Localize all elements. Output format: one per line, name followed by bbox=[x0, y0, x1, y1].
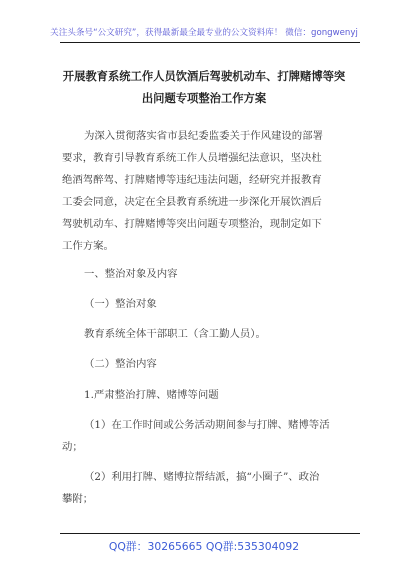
subsection-heading-1: （一）整治对象 bbox=[84, 298, 157, 310]
intro-line-6: 工作方案。 bbox=[62, 240, 114, 252]
intro-line-3: 绝酒驾醉驾、打牌赌博等违纪违法问题，经研究并报教育 bbox=[62, 174, 322, 186]
section-heading-1: 一、整治对象及内容 bbox=[84, 268, 178, 280]
item-1-b-line-2: 攀附； bbox=[62, 493, 94, 505]
intro-line-2: 要求，教育引导教育系统工作人员增强纪法意识，坚决杜 bbox=[62, 152, 322, 164]
item-1-a-line-2: 动； bbox=[62, 441, 83, 453]
document-title-line-2: 出问题专项整治工作方案 bbox=[141, 91, 267, 105]
subsection-1-text: 教育系统全体干部职工（含工勤人员）。 bbox=[84, 328, 266, 340]
page-footer-qq-groups: QQ群：30265665 QQ群:535304092 bbox=[108, 540, 300, 553]
item-heading-1: 1.严肃整治打牌、赌博等问题 bbox=[84, 389, 219, 401]
header-divider bbox=[60, 42, 360, 43]
item-1-a-line-1: （1）在工作时间或公务活动期间参与打牌、赌博等活 bbox=[84, 419, 330, 431]
subsection-heading-2: （二）整治内容 bbox=[84, 358, 157, 370]
document-title-line-1: 开展教育系统工作人员饮酒后驾驶机动车、打牌赌博等突 bbox=[62, 69, 346, 83]
intro-line-5: 驾驶机动车、打牌赌博等突出问题专项整治，现制定如下 bbox=[62, 218, 322, 230]
intro-line-4: 工委会同意，决定在全县教育系统进一步深化开展饮酒后 bbox=[62, 196, 322, 208]
footer-divider bbox=[60, 533, 360, 534]
intro-line-1: 为深入贯彻落实省市县纪委监委关于作风建设的部署 bbox=[84, 130, 323, 142]
item-1-b-line-1: （2）利用打牌、赌博拉帮结派，搞“小圈子”、政治 bbox=[84, 471, 320, 483]
page-header-banner: 关注头条号“公文研究”，获得最新最全最专业的公文资料库！ 微信：gongwenyj bbox=[50, 28, 358, 38]
